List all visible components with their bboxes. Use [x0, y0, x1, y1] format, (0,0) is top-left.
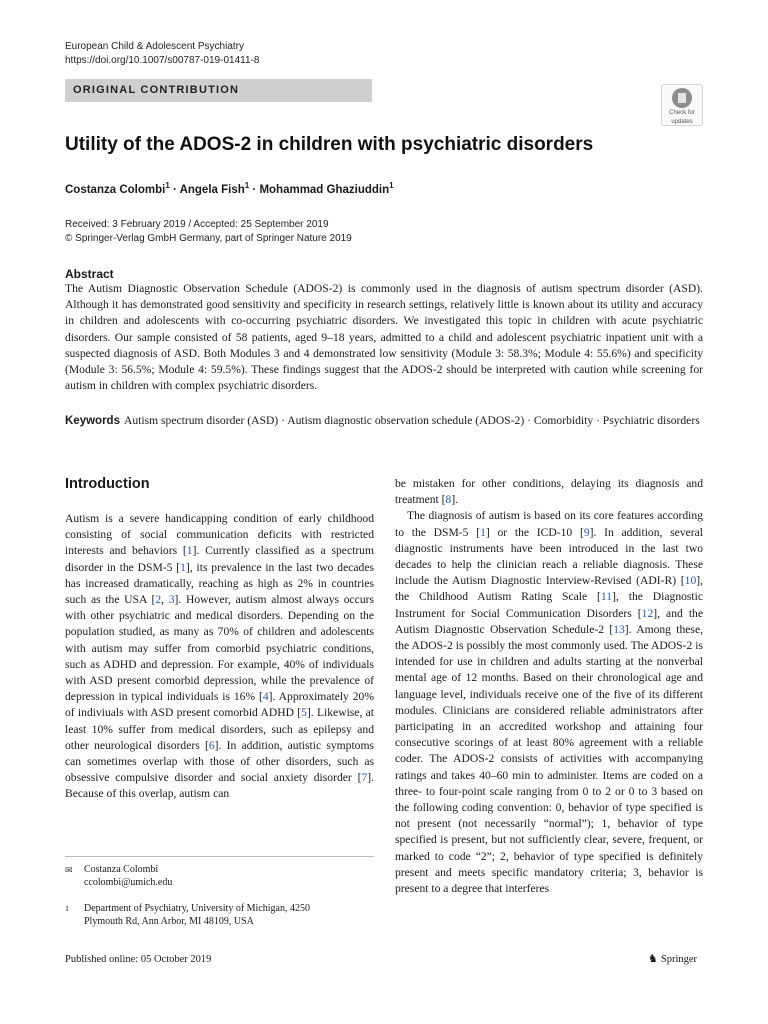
author-name[interactable]: Costanza Colombi: [65, 183, 166, 196]
bookmark-icon: [672, 88, 692, 108]
author-list: [65, 178, 394, 198]
corresponding-author-email[interactable]: ccolombi@umich.edu: [84, 877, 173, 888]
check-updates-line1: Check for: [669, 110, 695, 116]
affiliation-number: 1: [65, 904, 69, 913]
check-for-updates-badge[interactable]: [661, 84, 703, 126]
body-text: ], its prevalence in the last two decades has increased dramatically, reaching as high as 2% in countries such as the USA [: [65, 560, 374, 607]
body-text: ]. Among these, the ADOS-2 is possibly the most commonly used. The ADOS-2 is intended for use in children and adults starting at the nonverbal mental age of 12 months. Based on their chronological age and language level, individuals receive one of the five of its different modules. Clinicians are considered reliable administrators after participating in an accredited workshop and attaining four consecutive scorings of at least 80% agreement with a reliable coder. The ADOS-2 consists of activities with accompanying ratings and takes 40–60 min to administer. Items are coded on a three- to four-point scale ranging from 0 to 2 or 0 to 3 based on the following coding convention: 0, behavior of type specified is not present (not necessarily “normal”); 1, behavior of type specified is present, but not sufficiently clear, severe, frequent, or marked to code “2”; 2, behavior of type specified is definitely present and meets specific mandatory criteria; 3, behavior is present to a degree that interferes: [395, 622, 703, 896]
citation-link[interactable]: 8: [445, 493, 452, 507]
author-affiliation-mark: 1: [165, 181, 170, 190]
body-text: ]. In addition, several diagnostic instruments have been introduced in the last two decades to help the clinician reach a reliable diagnosis. These include the Autism Diagnostic Interview-Revised (ADI-R) [: [395, 525, 704, 588]
body-text: Autism is a severe handicapping condition of early childhood consisting of social communication deficits with restricted interests and behaviors [: [65, 512, 374, 558]
citation-link[interactable]: 4: [262, 690, 269, 704]
citation-link[interactable]: 3: [168, 593, 175, 607]
envelope-icon: ✉: [65, 865, 73, 875]
citation-link[interactable]: 13: [613, 622, 625, 636]
body-text: ]. Likewise, at least 10% suffer from medical disorders, such as epilepsy and other neurological disorders [: [65, 706, 374, 752]
citation-link[interactable]: 6: [208, 738, 215, 752]
citation-link[interactable]: 1: [180, 560, 186, 574]
abstract-text: The Autism Diagnostic Observation Schedule (ADOS-2) is commonly used in the diagnosis of autism spectrum disorder (ASD). Although it has demonstrated good sensitivity and specificity in research settings, relatively little is known about its utility and accuracy in children and adolescents with co-occurring psychiatric disorders. We investigated this topic in children with acute psychiatric disorders. Our sample consisted of 58 patients, aged 9–18 years, admitted to a child and adolescent psychiatric inpatient unit with a suspected diagnosis of ASD. Both Modules 3 and 4 demonstrated low sensitivity (Module 3: 58.3%; Module 4: 55.6%) and specificity (Module 3: 56.5%; Module 4: 59.5%). These findings suggest that the ADOS-2 should be interpreted with caution while screening for autism in children with complex psychiatric disorders.: [65, 282, 703, 393]
journal-header: [65, 40, 259, 68]
article-type-banner: ORIGINAL CONTRIBUTION: [65, 79, 372, 102]
body-text: be mistaken for other conditions, delaying its diagnosis and treatment [: [395, 477, 703, 507]
introduction-right-column: [395, 476, 703, 897]
footnote-divider: [65, 856, 374, 857]
citation-link[interactable]: 10: [684, 574, 697, 588]
body-text: ], the Childhood Autism Rating Scale [: [395, 574, 703, 604]
received-accepted-dates: Received: 3 February 2019 / Accepted: 25 September 2019: [65, 219, 329, 230]
article-dates: [65, 218, 352, 246]
body-text: The diagnosis of autism is based on its core features according to the DSM-5 [: [395, 509, 703, 539]
copyright-notice: © Springer-Verlag GmbH Germany, part of Springer Nature 2019: [65, 233, 352, 244]
affiliation-line: Department of Psychiatry, University of Michigan, 4250: [84, 903, 310, 914]
corresponding-author-name: Costanza Colombi: [84, 864, 159, 875]
citation-link[interactable]: 1: [186, 544, 193, 558]
check-updates-line2: updates: [671, 119, 693, 125]
author-name[interactable]: Mohammad Ghaziuddin: [259, 183, 390, 196]
introduction-left-column: [65, 511, 374, 803]
citation-link[interactable]: 1: [480, 525, 486, 539]
body-text: ]. Currently classified as a spectrum disorder in the DSM-5 [: [65, 544, 374, 574]
introduction-heading: Introduction: [65, 476, 150, 492]
journal-name: European Child & Adolescent Psychiatry: [65, 41, 244, 52]
citation-link[interactable]: 2: [155, 593, 162, 607]
body-text: ]. In addition, autistic symptoms can sometimes overlap with those of other disorders, such as obsessive compulsive disorder and social anxiety disorder [: [65, 738, 375, 785]
keywords-label: Keywords: [65, 415, 120, 427]
citation-link[interactable]: 9: [583, 525, 590, 539]
author-separator: ·: [249, 183, 260, 196]
author-name[interactable]: Angela Fish: [179, 183, 245, 196]
affiliation-line: Plymouth Rd, Ann Arbor, MI 48109, USA: [84, 916, 254, 927]
body-text: ], and the Autism Diagnostic Observation Schedule-2 [: [395, 606, 703, 636]
publisher-name: Springer: [660, 954, 698, 965]
citation-link[interactable]: 12: [641, 606, 654, 620]
springer-horse-icon: ♞: [648, 953, 658, 965]
citation-link[interactable]: 11: [600, 590, 613, 604]
body-paragraph: [395, 476, 703, 508]
body-text: ].: [451, 493, 459, 507]
body-text: ]. However, autism almost always occurs with other psychiatric and medical disorders. Depending on the population studied, as many as 70% of children and adolescents with autism may suffer from comorbid psychiatric conditions, such as ADHD and depression. For example, 40% of individuals with ASD present comorbid depression, while the prevalence of depression in typical individuals is 16% [: [65, 593, 374, 704]
body-text: ]. Approximately 20% of indiviuals with ASD present comorbid ADHD [: [65, 690, 374, 720]
abstract-heading: Abstract: [65, 267, 114, 281]
article-title: Utility of the ADOS-2 in children with psychiatric disorders: [65, 134, 594, 155]
citation-link[interactable]: 5: [301, 706, 307, 720]
body-paragraph: [395, 508, 703, 897]
body-text: ]. Because of this overlap, autism can: [65, 771, 374, 801]
body-text: ], the Diagnostic Instrument for Social Communication Disorders [: [395, 590, 704, 620]
author-affiliation-mark: 1: [244, 181, 250, 190]
published-online-date: Published online: 05 October 2019: [65, 954, 212, 965]
doi-link[interactable]: https://doi.org/10.1007/s00787-019-01411-8: [65, 55, 260, 66]
body-text: ,: [161, 593, 169, 607]
body-text: ] or the ICD-10 [: [485, 525, 584, 539]
publisher-logo: [648, 952, 697, 967]
keywords-text: Autism spectrum disorder (ASD) · Autism diagnostic observation schedule (ADOS-2) · Comorbidity · Psychiatric disorders: [123, 414, 700, 427]
author-affiliation-mark: 1: [389, 181, 394, 190]
author-separator: ·: [169, 183, 180, 196]
keywords: [65, 413, 703, 429]
citation-link[interactable]: 7: [361, 771, 368, 785]
